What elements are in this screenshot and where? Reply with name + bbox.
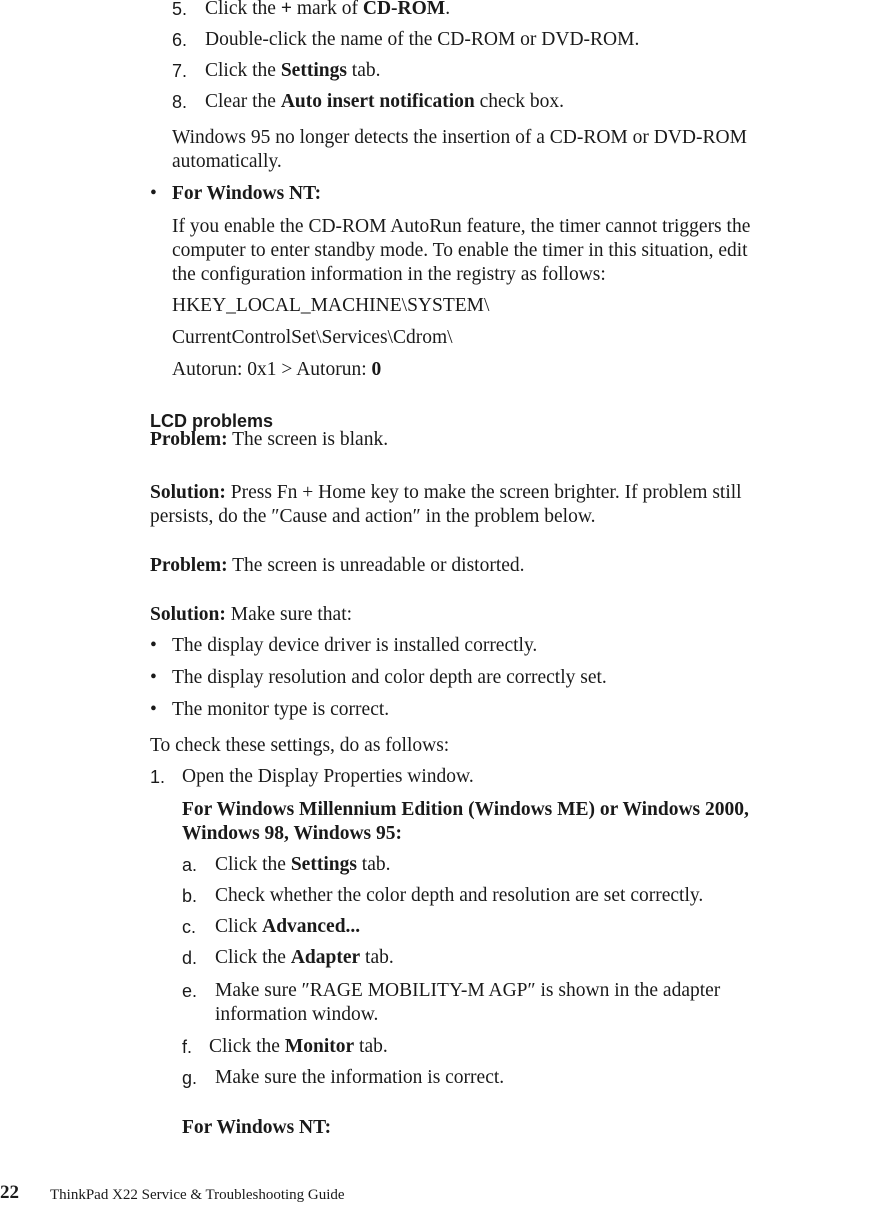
- list-item: The display resolution and color depth are correctly set.: [172, 667, 607, 688]
- registry-line: Autorun: 0x1 > Autorun: 0: [172, 359, 382, 380]
- substep-letter: d.: [182, 948, 198, 968]
- substep-letter: b.: [182, 886, 198, 906]
- windows-nt-heading: For Windows NT:: [182, 1117, 332, 1138]
- bullet: •: [150, 699, 157, 720]
- step-text: Click the Settings tab.: [205, 60, 381, 81]
- windows-version-heading: Windows 98, Windows 95:: [182, 823, 402, 844]
- section-heading: LCD problems: [150, 411, 274, 431]
- substep-text: Click the Adapter tab.: [215, 947, 394, 968]
- nt-text-line: computer to enter standby mode. To enable the timer in this situation, edit: [172, 240, 748, 261]
- nt-text-line: the configuration information in the registry as follows:: [172, 264, 606, 285]
- solution-text: persists, do the ″Cause and action″ in the problem below.: [150, 506, 596, 527]
- bullet: •: [150, 635, 157, 656]
- substep-text: information window.: [215, 1004, 379, 1025]
- win95-note-line: automatically.: [172, 151, 282, 172]
- list-item: The display device driver is installed correctly.: [172, 635, 538, 656]
- nt-text-line: If you enable the CD-ROM AutoRun feature, the timer cannot triggers the: [172, 216, 751, 237]
- step-text: Open the Display Properties window.: [182, 766, 474, 787]
- step-text: Double-click the name of the CD-ROM or DVD-ROM.: [205, 29, 640, 50]
- substep-text: Click Advanced...: [215, 916, 361, 937]
- check-intro: To check these settings, do as follows:: [150, 735, 450, 756]
- substep-text: Check whether the color depth and resolution are set correctly.: [215, 885, 704, 906]
- footer-title: ThinkPad X22 Service & Troubleshooting Guide: [50, 1187, 345, 1203]
- substep-letter: f.: [182, 1037, 193, 1057]
- substep-text: Click the Settings tab.: [215, 854, 391, 875]
- bullet: •: [150, 183, 157, 204]
- win95-note-line: Windows 95 no longer detects the insertion of a CD-ROM or DVD-ROM: [172, 127, 747, 148]
- step-number: 8.: [172, 92, 188, 112]
- page-number: 22: [0, 1182, 19, 1203]
- step-text: Clear the Auto insert notification check box.: [205, 91, 565, 112]
- substep-letter: e.: [182, 981, 198, 1001]
- substep-letter: a.: [182, 855, 198, 875]
- substep-text: Click the Monitor tab.: [209, 1036, 388, 1057]
- registry-line: HKEY_LOCAL_MACHINE\SYSTEM\: [172, 295, 490, 316]
- substep-text: Make sure the information is correct.: [215, 1067, 505, 1088]
- substep-letter: c.: [182, 917, 197, 937]
- bullet: •: [150, 667, 157, 688]
- problem-text: Problem: The screen is blank.: [150, 429, 389, 450]
- step-number: 6.: [172, 30, 188, 50]
- step-number: 1.: [150, 767, 166, 787]
- solution-text: Solution: Press Fn + Home key to make the screen brighter. If problem still: [150, 482, 742, 503]
- list-item: The monitor type is correct.: [172, 699, 390, 720]
- step-number: 5.: [172, 0, 188, 19]
- registry-line: CurrentControlSet\Services\Cdrom\: [172, 327, 453, 348]
- windows-version-heading: For Windows Millennium Edition (Windows ME) or Windows 2000,: [182, 799, 749, 820]
- solution-text: Solution: Make sure that:: [150, 604, 353, 625]
- substep-letter: g.: [182, 1068, 198, 1088]
- step-number: 7.: [172, 61, 188, 81]
- substep-text: Make sure ″RAGE MOBILITY-M AGP″ is shown in the adapter: [215, 980, 721, 1001]
- step-text: Click the + mark of CD-ROM.: [205, 0, 451, 19]
- problem-text: Problem: The screen is unreadable or distorted.: [150, 555, 525, 576]
- nt-bullet-label: For Windows NT:: [172, 183, 322, 204]
